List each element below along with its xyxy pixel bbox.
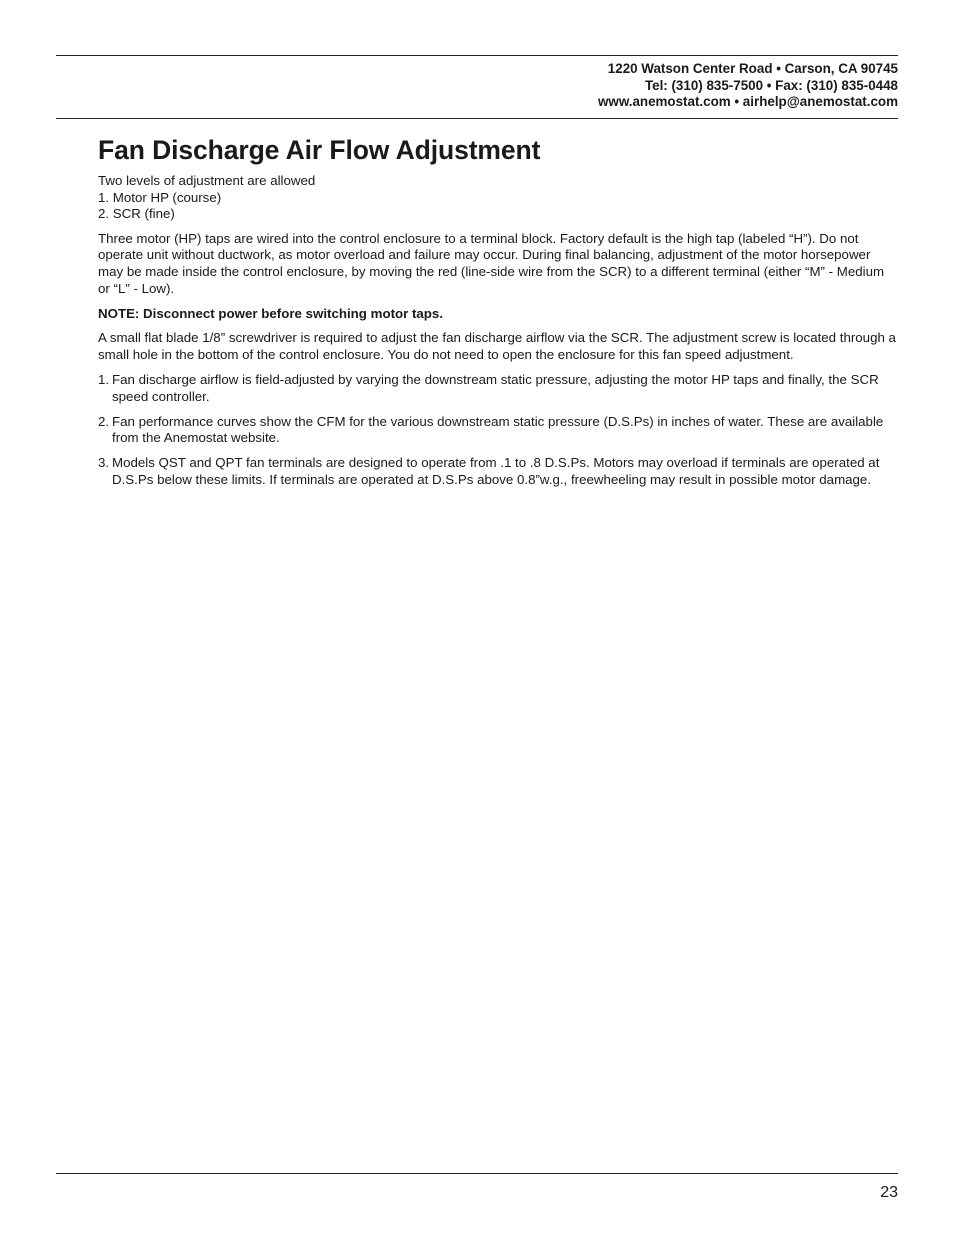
header-bottom-rule xyxy=(56,118,898,119)
step-number: 2. xyxy=(98,413,110,429)
procedure-step xyxy=(98,372,898,405)
step-number: 1. xyxy=(98,371,110,387)
adjustment-level-1: 1. Motor HP (course) xyxy=(98,189,222,205)
main-content xyxy=(98,134,898,497)
page-title: Fan Discharge Air Flow Adjustment xyxy=(98,135,541,165)
step-text: Fan discharge airflow is field-adjusted by varying the downstream static pressure, adjusting the motor HP taps and finally, the SCR speed controller. xyxy=(112,371,879,404)
adjustment-levels xyxy=(98,173,898,223)
procedure-step xyxy=(98,414,898,447)
safety-note: NOTE: Disconnect power before switching motor taps. xyxy=(98,305,444,321)
company-contact-block xyxy=(598,61,898,111)
page-number: 23 xyxy=(880,1184,898,1201)
header-top-rule xyxy=(56,55,898,56)
step-number: 3. xyxy=(98,455,110,471)
company-address: 1220 Watson Center Road • Carson, CA 90745 xyxy=(607,61,898,76)
company-web-email: www.anemostat.com • airhelp@anemostat.com xyxy=(597,94,898,109)
procedure-list xyxy=(98,372,898,489)
screwdriver-paragraph: A small flat blade 1/8” screwdriver is required to adjust the fan discharge airflow via the SCR. The adjustment screw is located through a small hole in the bottom of the control enclosure. You do not need to open the enclosure for this fan speed adjustment. xyxy=(98,330,896,362)
step-text: Models QST and QPT fan terminals are designed to operate from .1 to .8 D.S.Ps. Motors may overload if terminals are operated at D.S.Ps below these limits. If terminals are operated at D.S.Ps above 0.8”w.g., freewheeling may result in possible motor damage. xyxy=(112,455,880,487)
company-phone-fax: Tel: (310) 835-7500 • Fax: (310) 835-0448 xyxy=(644,77,898,93)
adjustment-levels-lead: Two levels of adjustment are allowed xyxy=(98,173,316,188)
adjustment-level-2: 2. SCR (fine) xyxy=(98,206,175,222)
step-text: Fan performance curves show the CFM for the various downstream static pressure (D.S.Ps) in inches of water. These are available from the Anemostat website. xyxy=(112,413,884,446)
procedure-step xyxy=(98,455,898,488)
footer-rule xyxy=(56,1173,898,1174)
motor-taps-paragraph: Three motor (HP) taps are wired into the control enclosure to a terminal block. Factory default is the high tap (labeled “H”). Do not operate unit without ductwork, as motor overload and failure may occur. During final balancing, adjustment of the motor horsepower may be made inside the control enclosure, by moving the red (line-side wire from the SCR) to a different terminal (either “M” - Medium or “L” - Low). xyxy=(98,230,885,296)
